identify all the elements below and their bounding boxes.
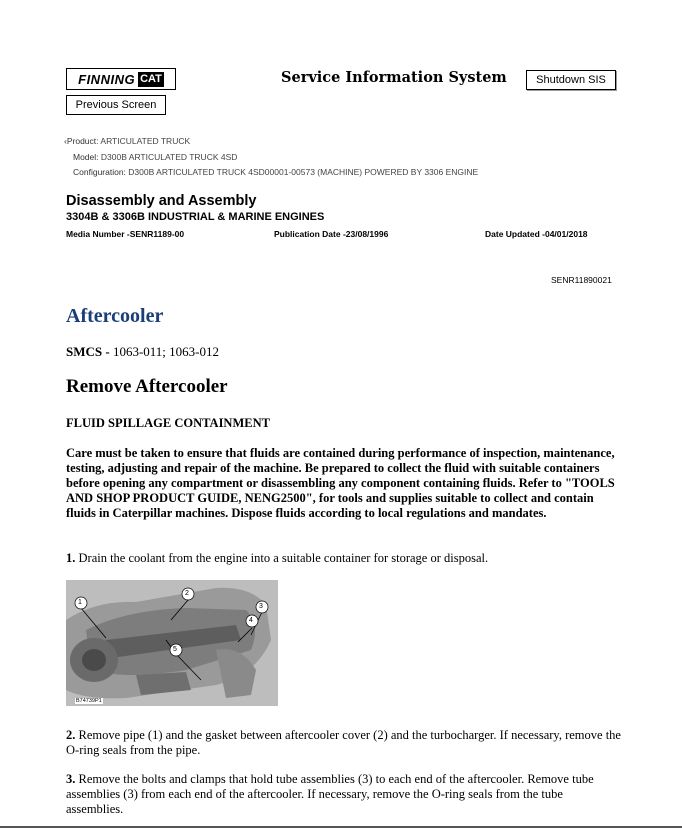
document-id: SENR11890021 [551, 275, 612, 285]
step-3 [66, 772, 621, 817]
cat-logo-mark: CAT [140, 72, 162, 85]
callout-5: 5 [173, 646, 177, 653]
model-label: Model: [73, 152, 99, 162]
step-number: 3. [66, 772, 76, 786]
smcs-label: SMCS - [66, 344, 110, 359]
step-text: Remove the bolts and clamps that hold tube assemblies (3) to each end of the aftercooler. Remove tube assemblies (3) from each end of the aftercooler. If necessary, remove the O-ring seals from the tube assemblies. [66, 772, 594, 816]
callout-4: 4 [249, 617, 253, 624]
section-title: Aftercooler [66, 305, 164, 327]
document-category: Disassembly and Assembly [66, 193, 257, 209]
product-line [64, 136, 190, 146]
engine-title: 3304B & 3306B INDUSTRIAL & MARINE ENGINES [66, 211, 325, 223]
date-updated: Date Updated -04/01/2018 [485, 229, 588, 239]
publication-date: Publication Date -23/08/1996 [274, 229, 389, 239]
model-value: D300B ARTICULATED TRUCK 4SD [100, 152, 238, 162]
step-text: Remove pipe (1) and the gasket between aftercooler cover (2) and the turbocharger. If necessary, remove the O-ring seals from the pipe. [66, 728, 621, 757]
spillage-warning: Care must be taken to ensure that fluids are contained during performance of inspection, maintenance, testing, adjusting and repair of the machine. Be prepared to collect the fluid with suitable containers before opening any compartment or disassembling any component containing fluids. Refer to "TOOLS AND SHOP PRODUCT GUIDE, NENG2500", for tools and supplies suitable to collect and contain fluids in Caterpillar machines. Dispose fluids according to local regulations and mandates. [66, 446, 615, 520]
shutdown-sis-button[interactable]: Shutdown SIS [526, 70, 616, 90]
step-number: 1. [66, 551, 76, 565]
callout-1: 1 [78, 599, 82, 606]
configuration-line [73, 167, 478, 177]
product-value: ARTICULATED TRUCK [100, 136, 191, 146]
step-text: Drain the coolant from the engine into a suitable container for storage or disposal. [75, 551, 489, 565]
product-label: Product: [66, 136, 99, 146]
procedure-heading: Remove Aftercooler [66, 376, 228, 397]
previous-screen-button[interactable]: Previous Screen [66, 95, 166, 115]
model-line [73, 152, 237, 162]
finning-cat-logo [66, 68, 176, 90]
callout-2: 2 [185, 590, 189, 597]
media-number: Media Number -SENR1189-00 [66, 229, 185, 239]
figure-callouts [66, 580, 278, 706]
step-1 [66, 551, 621, 566]
smcs-codes [66, 344, 219, 360]
configuration-label: Configuration: [73, 167, 126, 177]
callout-3: 3 [259, 603, 263, 610]
step-2 [66, 728, 621, 758]
logo-text: FINNING [78, 71, 136, 87]
spillage-heading: FLUID SPILLAGE CONTAINMENT [66, 416, 270, 430]
aftercooler-figure [66, 580, 278, 706]
smcs-value: 1063-011; 1063-012 [109, 344, 219, 359]
configuration-value: D300B ARTICULATED TRUCK 4SD00001-00573 (MACHINE) POWERED BY 3306 ENGINE [128, 167, 479, 177]
figure-id: B74739P1 [76, 698, 102, 704]
chevron-left-icon[interactable]: ‹ [64, 136, 67, 146]
page-title: Service Information System [281, 69, 507, 86]
page-bottom-border [0, 826, 682, 828]
step-number: 2. [66, 728, 76, 742]
